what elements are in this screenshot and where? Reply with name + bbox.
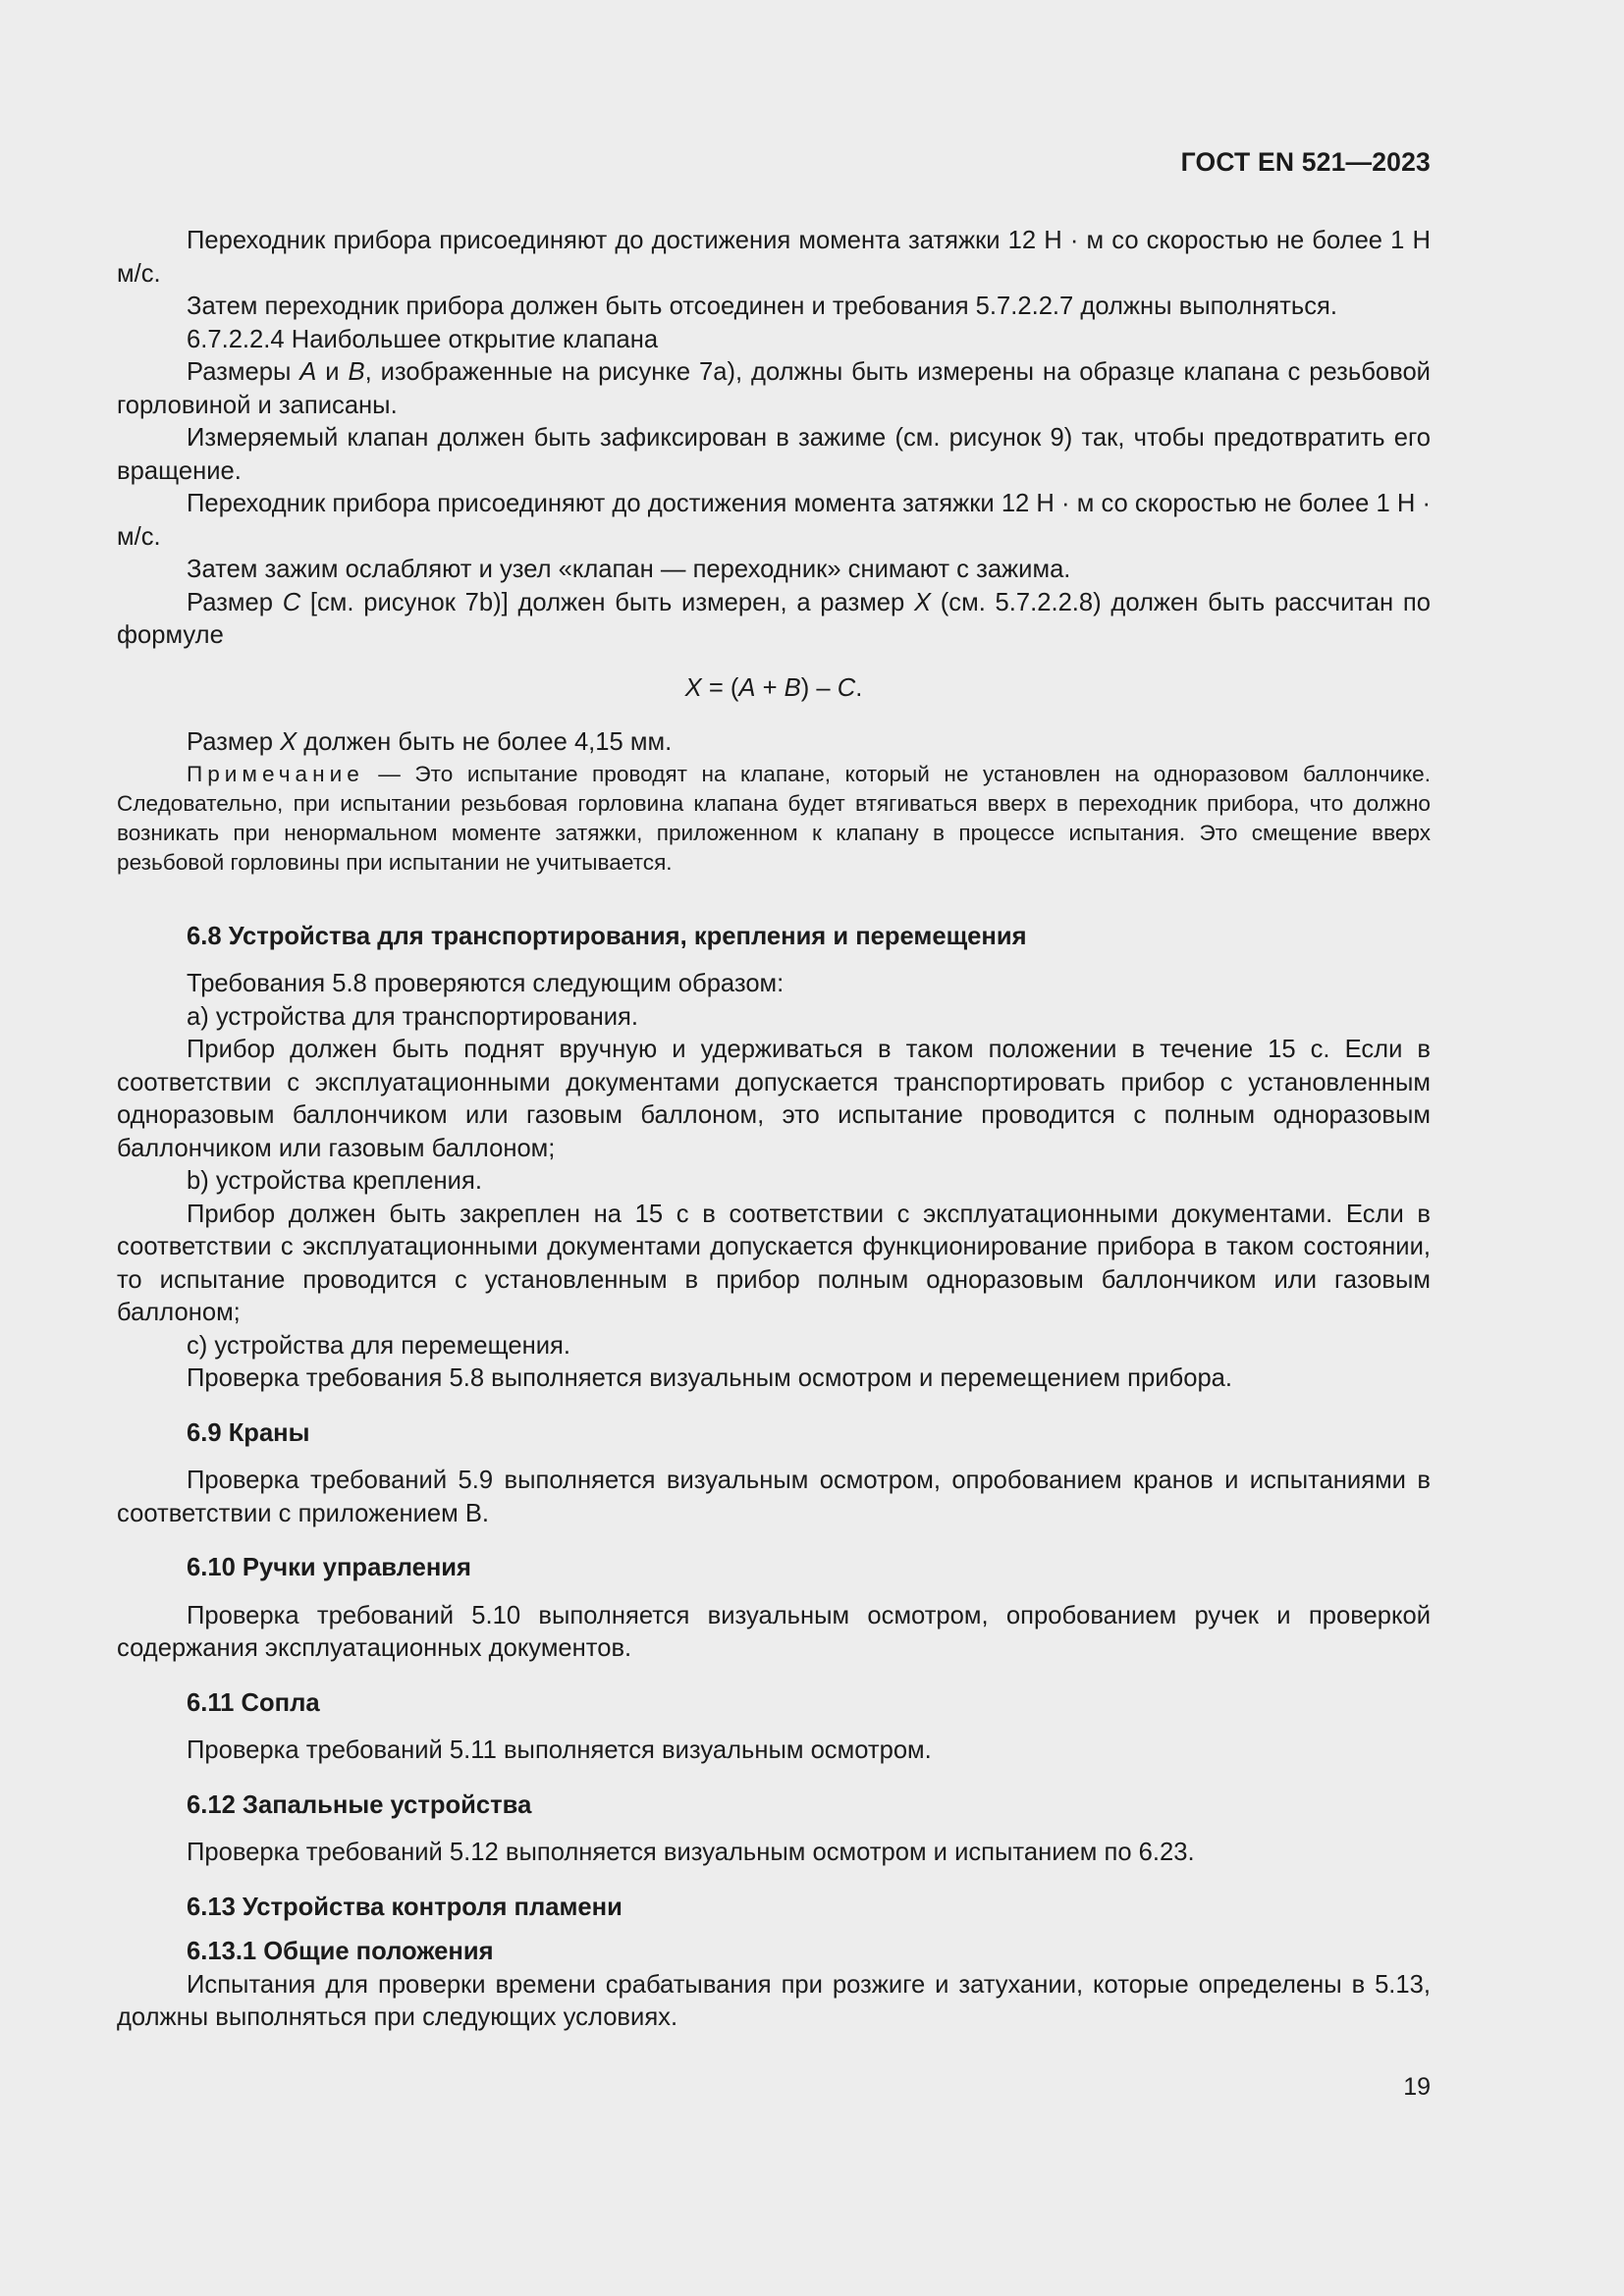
section-heading-6-13: 6.13 Устройства контроля пламени (187, 1893, 623, 1921)
section-heading-6-12: 6.12 Запальные устройства (187, 1790, 532, 1819)
note-text: — Это испытание проводят на клапане, который не установлен на одноразовом баллончике. Следовательно, при испытании резьбовая горловина клапана будет втягиваться вверх в переходник прибора, что должно возникать при ненормальном моменте затяжки, приложенном к клапану в процессе испытания. Это смещение вверх резьбовой горловины при испытании не учитывается. (117, 761, 1431, 875)
paragraph: Требования 5.8 проверяются следующим образом: (187, 970, 785, 997)
section-heading-6-8: 6.8 Устройства для транспортирования, крепления и перемещения (187, 922, 1027, 950)
paragraph: Проверка требований 5.9 выполняется визуальным осмотром, опробованием кранов и испытаниями в соответствии с приложением В. (117, 1467, 1431, 1527)
variable-x: X (913, 588, 932, 616)
paragraph: Проверка требований 5.12 выполняется визуальным осмотром и испытанием по 6.23. (187, 1839, 1195, 1866)
paragraph: Размеры A и B, изображенные на рисунке 7а), должны быть измерены на образце клапана с резьбовой горловиной и записаны. (117, 358, 1431, 419)
section-heading-6-13-1: 6.13.1 Общие положения (187, 1938, 494, 1965)
formula: X = (A + B) – C. (684, 673, 863, 702)
variable-c: C (282, 588, 301, 616)
section-heading-6-11: 6.11 Сопла (187, 1688, 320, 1717)
paragraph: Переходник прибора присоединяют до достижения момента затяжки 12 Н · м со скоростью не более 1 Н · м/с. (117, 490, 1431, 551)
paragraph: Прибор должен быть поднят вручную и удерживаться в таком положении в течение 15 с. Если в соответствии с эксплуатационными документами допускается транспортировать прибор с установленным одноразовым баллончиком или газовым баллоном, это испытание проводится с полным одноразовым баллончиком или газовым баллоном; (117, 1036, 1431, 1162)
section-heading-6-9: 6.9 Краны (187, 1418, 310, 1447)
paragraph: Прибор должен быть закреплен на 15 с в соответствии с эксплуатационными документами. Если в соответствии с эксплуатационными документами допускается функционирование прибора в таком состоянии, то испытание проводится с установленным в прибор полным одноразовым баллончиком или газовым баллоном; (117, 1200, 1431, 1326)
section-heading-6-10: 6.10 Ручки управления (187, 1554, 471, 1581)
paragraph: Измеряемый клапан должен быть зафиксирован в зажиме (см. рисунок 9) так, чтобы предотвратить его вращение. (117, 424, 1431, 485)
variable-x: X (280, 728, 298, 756)
paragraph: Испытания для проверки времени срабатывания при розжиге и затухании, которые определены в 5.13, должны выполняться при следующих условиях. (117, 1970, 1431, 2031)
variable-a: A (299, 358, 317, 386)
list-item: с) устройства для перемещения. (187, 1331, 571, 1360)
list-item: а) устройства для транспортирования. (187, 1002, 638, 1031)
list-item: b) устройства крепления. (187, 1167, 482, 1195)
paragraph: Проверка требований 5.11 выполняется визуальным осмотром. (187, 1736, 932, 1764)
paragraph: Переходник прибора присоединяют до достижения момента затяжки 12 Н · м со скоростью не более 1 Н м/с. (117, 227, 1431, 288)
note-label: Примечание (187, 761, 364, 786)
document-body (117, 225, 1431, 2035)
paragraph: Затем переходник прибора должен быть отсоединен и требования 5.7.2.2.7 должны выполняться. (187, 293, 1337, 320)
variable-b: B (348, 358, 365, 386)
paragraph: Проверка требований 5.10 выполняется визуальным осмотром, опробованием ручек и проверкой содержания эксплуатационных документов. (117, 1601, 1431, 1662)
clause-heading: 6.7.2.2.4 Наибольшее открытие клапана (187, 325, 659, 353)
paragraph: Размер X должен быть не более 4,15 мм. (187, 728, 673, 756)
paragraph: Размер C [см. рисунок 7b)] должен быть измерен, а размер X (см. 5.7.2.2.8) должен быть рассчитан по формуле (117, 588, 1431, 649)
paragraph: Проверка требования 5.8 выполняется визуальным осмотром и перемещением прибора. (187, 1364, 1233, 1392)
note (117, 760, 1431, 878)
paragraph: Затем зажим ослабляют и узел «клапан — переходник» снимают с зажима. (187, 556, 1071, 583)
standard-header: ГОСТ EN 521—2023 (1180, 147, 1431, 177)
page-number: 19 (1403, 2073, 1431, 2101)
